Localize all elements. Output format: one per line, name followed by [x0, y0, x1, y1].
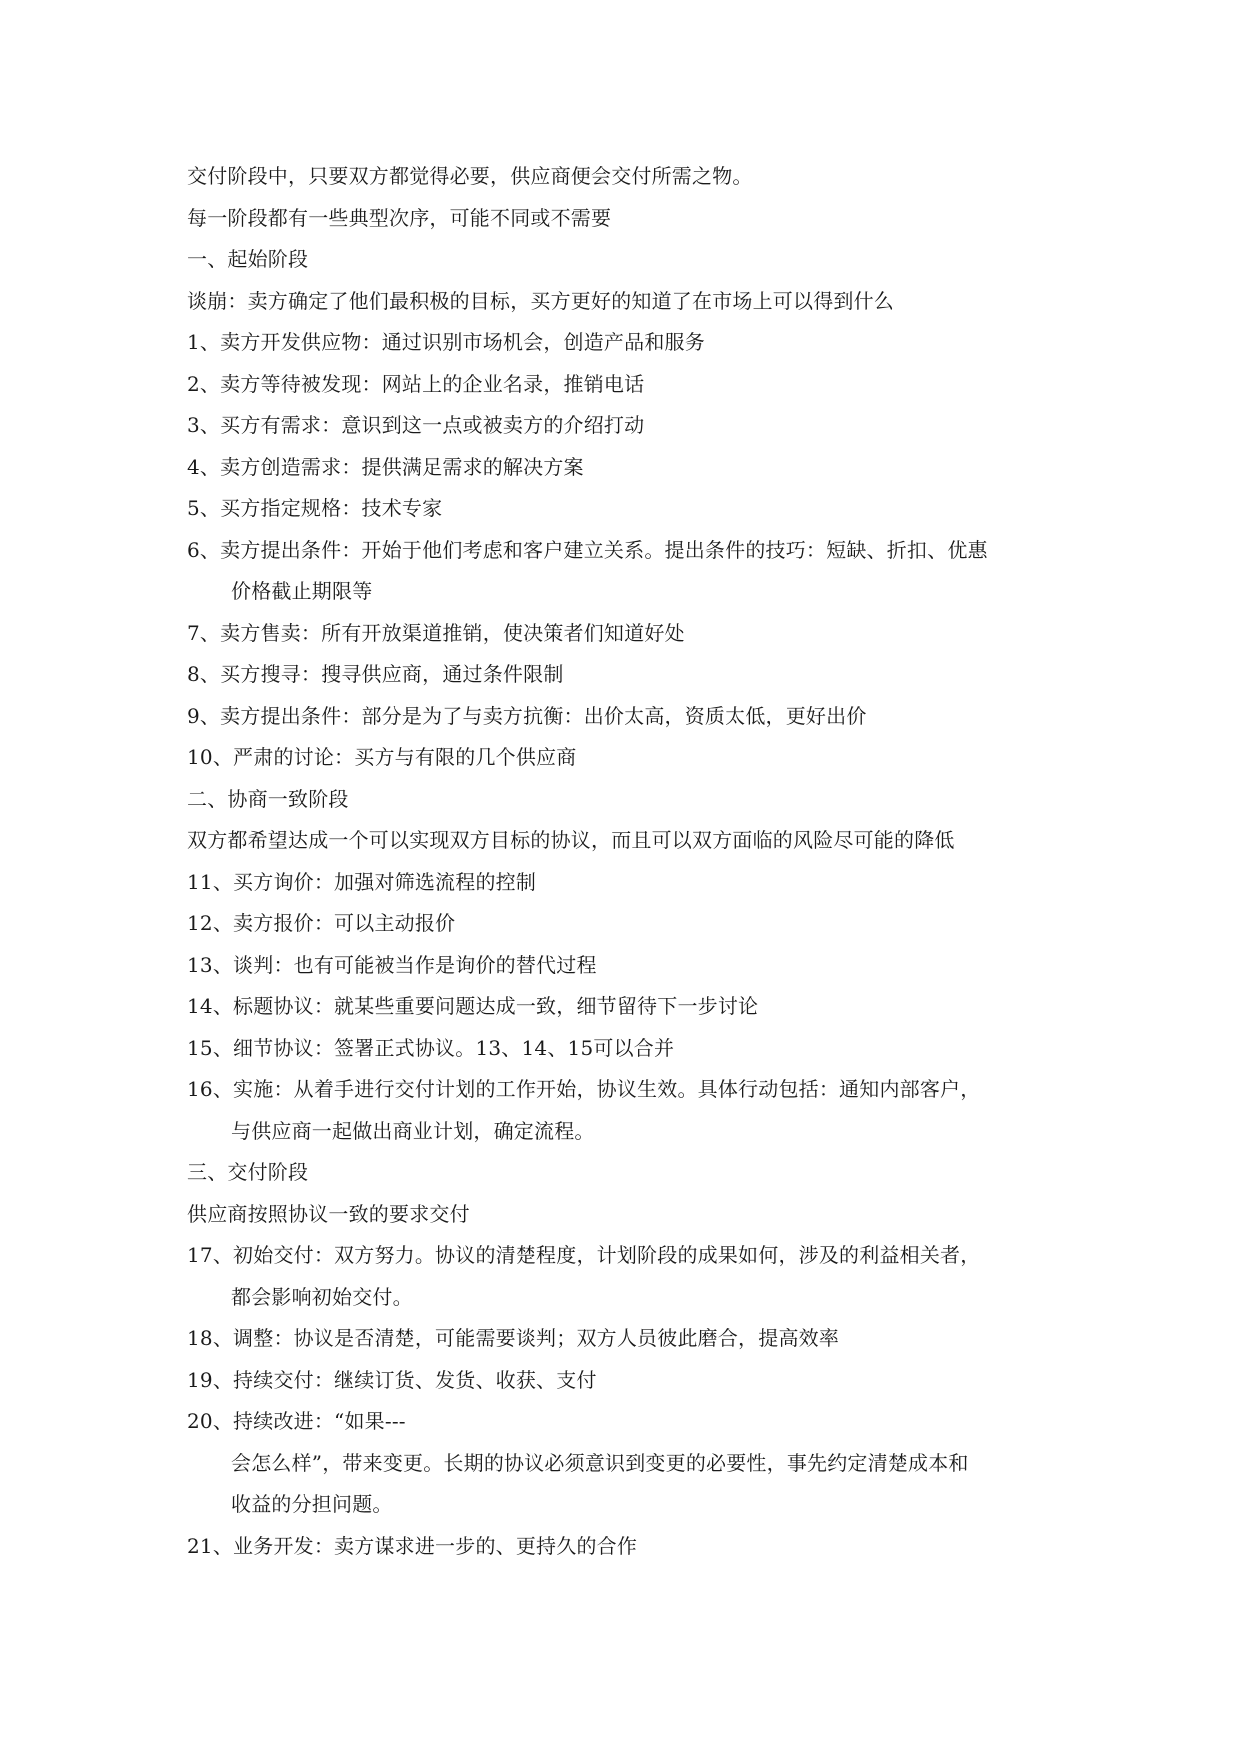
text-line: 谈崩：卖方确定了他们最积极的目标，买方更好的知道了在市场上可以得到什么: [187, 288, 894, 313]
text-line: 每一阶段都有一些典型次序，可能不同或不需要: [187, 205, 612, 230]
text-line: 11、买方询价：加强对筛选流程的控制: [187, 869, 537, 894]
text-line: 15、细节协议：签署正式协议。13、14、15可以合并: [187, 1035, 675, 1060]
text-line: 会怎么样”，带来变更。长期的协议必须意识到变更的必要性，事先约定清楚成本和: [231, 1450, 969, 1475]
text-line: 19、持续交付：继续订货、发货、收获、支付: [187, 1367, 597, 1392]
text-line: 与供应商一起做出商业计划，确定流程。: [231, 1118, 595, 1143]
text-line: 16、实施：从着手进行交付计划的工作开始，协议生效。具体行动包括：通知内部客户，: [187, 1077, 981, 1101]
document-body: [187, 156, 1067, 1567]
text-line: 17、初始交付：双方努力。协议的清楚程度，计划阶段的成果如何，涉及的利益相关者，: [187, 1243, 981, 1267]
text-line: 交付阶段中，只要双方都觉得必要，供应商便会交付所需之物。: [187, 164, 753, 188]
text-line: 10、严肃的讨论：买方与有限的几个供应商: [187, 745, 577, 769]
text-line: 21、业务开发：卖方谋求进一步的、更持久的合作: [187, 1533, 638, 1558]
text-line: 12、卖方报价：可以主动报价: [187, 911, 456, 935]
text-line: 20、持续改进：“如果---: [187, 1409, 406, 1433]
text-line: 3、买方有需求：意识到这一点或被卖方的介绍打动: [187, 413, 645, 437]
text-line: 18、调整：协议是否清楚，可能需要谈判；双方人员彼此磨合，提高效率: [187, 1326, 840, 1350]
text-line: 4、卖方创造需求：提供满足需求的解决方案: [187, 454, 584, 479]
text-line: 7、卖方售卖：所有开放渠道推销，使决策者们知道好处: [187, 620, 685, 645]
text-line: 6、卖方提出条件：开始于他们考虑和客户建立关系。提出条件的技巧：短缺、折扣、优惠: [187, 537, 988, 562]
text-line: 收益的分担问题。: [231, 1492, 393, 1516]
text-line: 14、标题协议：就某些重要问题达成一致，细节留待下一步讨论: [187, 994, 759, 1018]
text-line: 8、买方搜寻：搜寻供应商，通过条件限制: [187, 662, 564, 686]
text-line: 价格截止期限等: [231, 579, 373, 603]
text-line: 一、起始阶段: [187, 247, 309, 271]
text-line: 2、卖方等待被发现：网站上的企业名录，推销电话: [187, 371, 645, 396]
text-line: 供应商按照协议一致的要求交付: [187, 1201, 470, 1226]
text-line: 双方都希望达成一个可以实现双方目标的协议，而且可以双方面临的风险尽可能的降低: [187, 828, 955, 852]
text-line: 9、卖方提出条件：部分是为了与卖方抗衡：出价太高，资质太低，更好出价: [187, 703, 867, 728]
text-line: 都会影响初始交付。: [231, 1284, 413, 1309]
text-line: 二、协商一致阶段: [187, 786, 349, 811]
text-line: 三、交付阶段: [187, 1160, 309, 1184]
text-line: 13、谈判：也有可能被当作是询价的替代过程: [187, 952, 597, 977]
text-line: 5、买方指定规格：技术专家: [187, 496, 443, 520]
text-line: 1、卖方开发供应物：通过识别市场机会，创造产品和服务: [187, 330, 705, 354]
